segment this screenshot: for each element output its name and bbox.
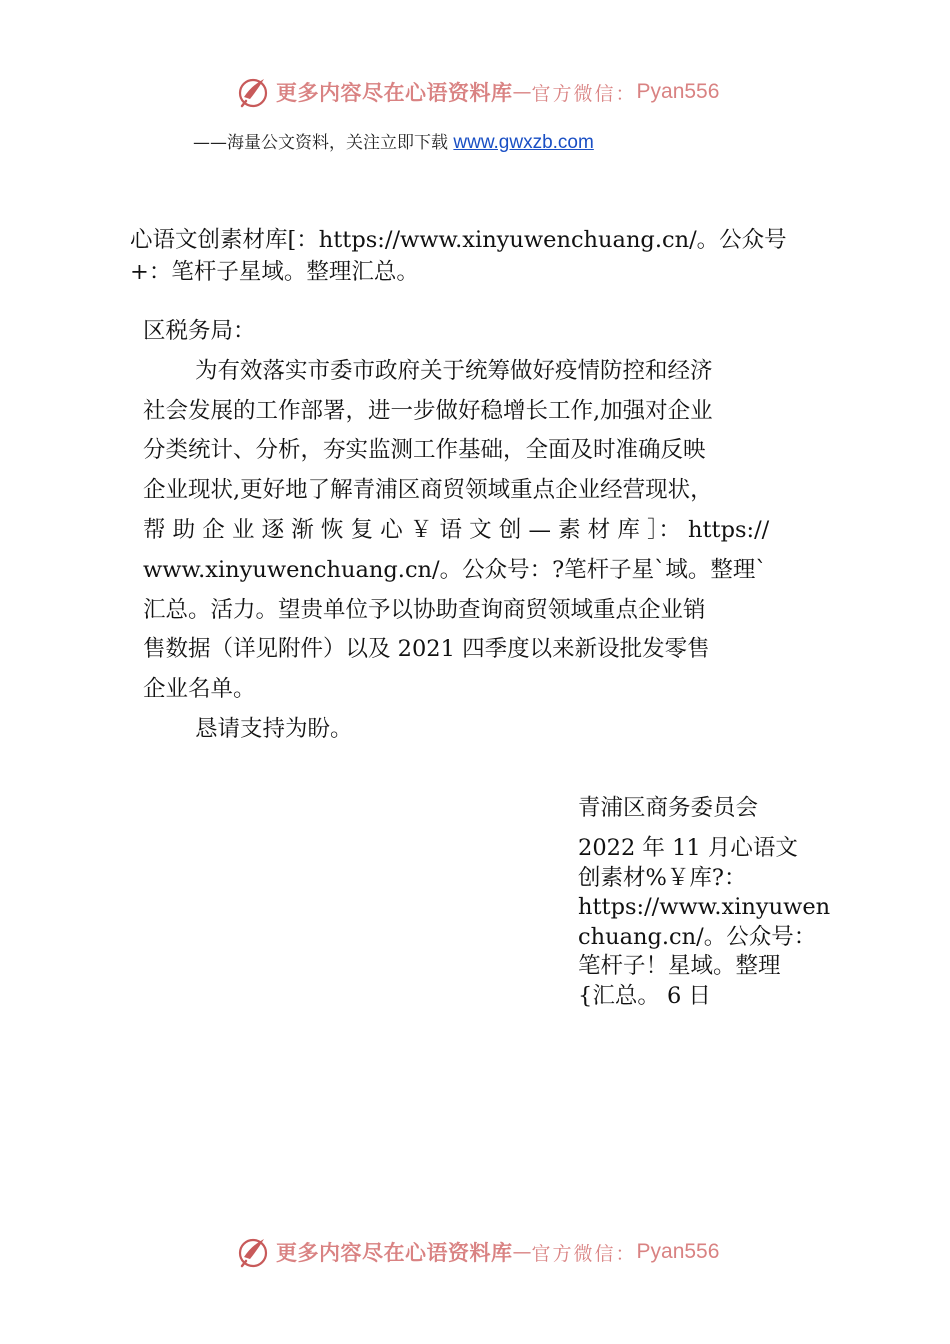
header-sub-text: 官方微信： — [531, 82, 637, 105]
paragraph-line: 为有效落实市委市政府关于统筹做好疫情防控和经济 — [195, 357, 713, 384]
paragraph-line: 企业名单。 — [143, 676, 256, 703]
paragraph-line: www.xinyuwenchuang.cn/。公众号：?笔杆子星`域。整理` — [143, 556, 767, 583]
paragraph-line: 售数据（详见附件）以及 2021 四季度以来新设批发零售 — [143, 636, 710, 663]
paragraph-line: 企业现状,更好地了解青浦区商贸领域重点企业经营现状， — [143, 477, 713, 504]
header-banner — [236, 74, 719, 110]
header-main-text: 更多内容尽在心语资料库 — [276, 81, 513, 105]
signature-date-line: 2022 年 11 月心语文 — [578, 835, 798, 861]
salutation: 区税务局： — [143, 318, 256, 344]
footer-main-text: 更多内容尽在心语资料库 — [276, 1241, 513, 1265]
header-wechat-id: Pyan556 — [636, 80, 720, 103]
subline-prefix: ——海量公文资料，关注立即下载 — [193, 133, 454, 153]
signature-org: 青浦区商务委员会 — [578, 795, 759, 821]
signature-date — [578, 834, 830, 1011]
closing-line: 恳请支持为盼。 — [195, 715, 353, 742]
signature-date-line: 创素材%￥库?： — [578, 864, 747, 891]
paragraph-line: 社会发展的工作部署，进一步做好稳增长工作,加强对企业 — [143, 397, 713, 424]
footer-dash: — — [512, 1241, 532, 1263]
signature-date-line: 笔杆子！星域。整理 — [578, 953, 781, 979]
footer-sub-text: 官方微信： — [531, 1242, 637, 1265]
paragraph-line: 分类统计、分析，夯实监测工作基础，全面及时准确反映 — [143, 437, 706, 464]
paragraph-line: 帮 助 企 业 逐 渐 恢 复 心 ￥ 语 文 创 — 素 材 库 ］： https:// — [143, 516, 770, 543]
footer-wechat-id: Pyan556 — [636, 1240, 720, 1263]
signature-date-line: https://www.xinyuwen — [578, 894, 831, 920]
paragraph-line: 汇总。活力。望贵单位予以协助查询商贸领域重点企业销 — [143, 596, 706, 623]
download-link[interactable]: www.gwxzb.com — [453, 132, 594, 153]
footer-banner — [236, 1234, 719, 1270]
signature-date-line: chuang.cn/。公众号： — [578, 923, 817, 950]
top-note-line: +：笔杆子星域。整理汇总。 — [130, 259, 419, 285]
header-dash: — — [512, 81, 532, 103]
brush-logo-icon — [236, 1235, 270, 1269]
top-note — [130, 226, 787, 290]
letter-body — [143, 312, 769, 750]
top-note-line: 心语文创素材库[：https://www.xinyuwenchuang.cn/。公众号 — [130, 227, 787, 253]
signature-date-line: {汇总。 6 日 — [578, 982, 711, 1009]
brush-logo-icon — [236, 75, 270, 109]
download-subline — [193, 128, 594, 154]
